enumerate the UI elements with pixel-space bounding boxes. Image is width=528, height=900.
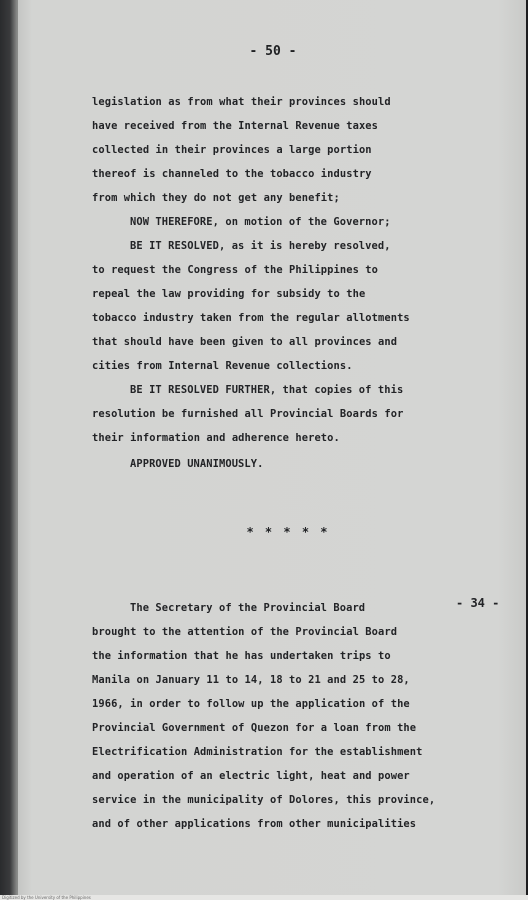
footer-text: Digitized by the University of the Philippines (2, 895, 91, 900)
text-line: BE IT RESOLVED FURTHER, that copies of this (130, 384, 404, 396)
scan-footer (0, 895, 528, 900)
text-line: resolution be furnished all Provincial Boards for (92, 408, 404, 420)
text-line: cities from Internal Revenue collections. (92, 360, 353, 372)
now-therefore-clause: NOW THEREFORE, on motion of the Governor; (130, 216, 391, 228)
text-line: collected in their provinces a large portion (92, 144, 372, 156)
text-line: 1966, in order to follow up the application of the (92, 698, 410, 710)
text-line: The Secretary of the Provincial Board (130, 602, 366, 614)
text-line: thereof is channeled to the tobacco industry (92, 168, 372, 180)
text-line: have received from the Internal Revenue taxes (92, 120, 379, 132)
book-spine (0, 0, 18, 900)
text-line: BE IT RESOLVED, as it is hereby resolved, (130, 240, 391, 252)
text-line: Electrification Administration for the establishment (92, 746, 423, 758)
text-line: and operation of an electric light, heat and power (92, 770, 410, 782)
text-line: their information and adherence hereto. (92, 432, 340, 444)
text-line: Provincial Government of Quezon for a loan from the (92, 722, 417, 734)
document-body (92, 0, 512, 900)
text-line: that should have been given to all provinces and (92, 336, 398, 348)
section-separator: * * * * * (246, 525, 330, 539)
text-line: service in the municipality of Dolores, this province, (92, 794, 436, 806)
approval-statement: APPROVED UNANIMOUSLY. (130, 458, 264, 470)
text-line: to request the Congress of the Philippines to (92, 264, 379, 276)
text-line: Manila on January 11 to 14, 18 to 21 and 25 to 28, (92, 674, 410, 686)
text-line: legislation as from what their provinces should (92, 96, 391, 108)
item-number: - 34 - (456, 596, 500, 610)
text-line: from which they do not get any benefit; (92, 192, 340, 204)
page-number: - 50 - (249, 44, 297, 59)
text-line: tobacco industry taken from the regular allotments (92, 312, 410, 324)
text-line: brought to the attention of the Provincial Board (92, 626, 398, 638)
text-line: the information that he has undertaken trips to (92, 650, 391, 662)
paragraph-preamble-end (92, 36, 512, 204)
document-page (18, 0, 526, 900)
text-line: repeal the law providing for subsidy to the (92, 288, 366, 300)
text-line: and of other applications from other municipalities (92, 818, 417, 830)
